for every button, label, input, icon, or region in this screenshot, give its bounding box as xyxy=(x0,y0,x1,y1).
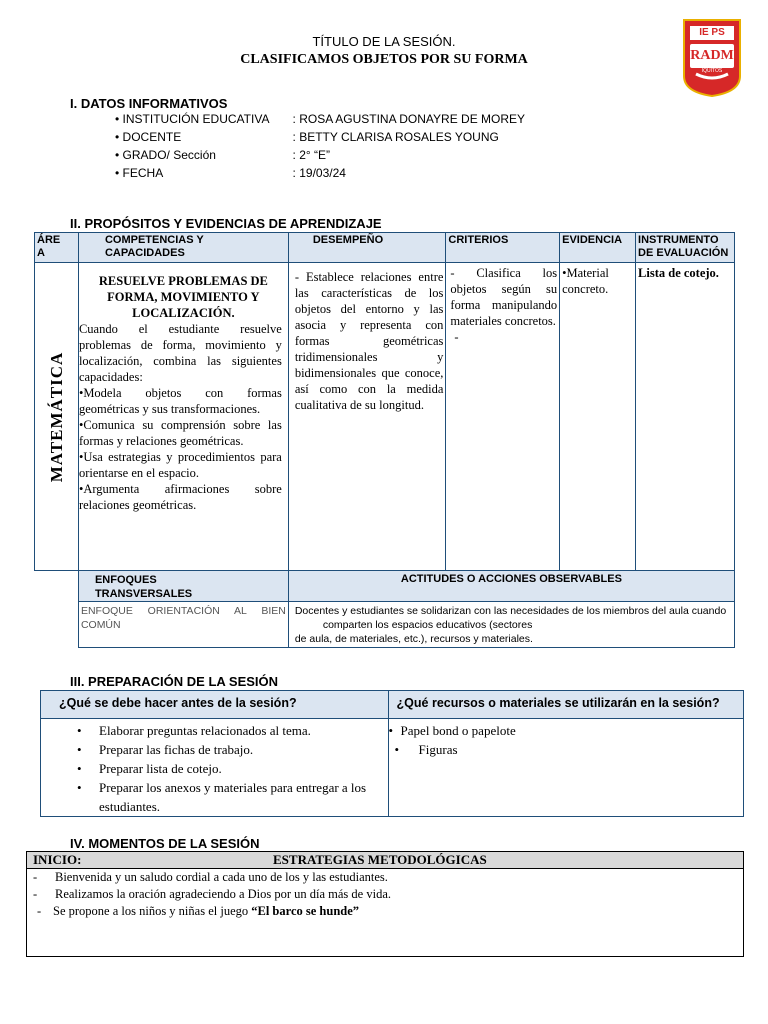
info-row-teacher: • DOCENTE : BETTY CLARISA ROSALES YOUNG xyxy=(115,130,499,144)
list-item: • Papel bond o papelote xyxy=(388,723,516,738)
enfoques-header: ENFOQUES TRANSVERSALES xyxy=(78,571,288,602)
area-cell xyxy=(35,263,79,571)
criterios-text: - Clasifica los objetos según su forma manipulando materiales concretos. xyxy=(450,266,558,328)
inicio-header xyxy=(27,852,744,869)
list-item: • Figuras xyxy=(394,742,458,757)
actitud-cell xyxy=(288,602,734,648)
info-label: FECHA xyxy=(122,166,164,180)
prep-col2-cell xyxy=(388,719,743,817)
actitud-line: comparten los espacios educativos (sectores xyxy=(322,619,533,631)
moment-line: - Se propone a los niños y niñas el juego “El barco se hunde” xyxy=(37,904,360,918)
section-2-heading: II. PROPÓSITOS Y EVIDENCIAS DE APRENDIZAJE xyxy=(70,216,382,231)
empty-cell xyxy=(35,602,79,648)
capacidad-item: •Modela objetos con formas geométricas y sus transformaciones. xyxy=(78,386,282,416)
info-value: : 19/03/24 xyxy=(292,166,346,180)
criterios-extra: - xyxy=(454,330,459,344)
info-label: INSTITUCIÓN EDUCATIVA xyxy=(122,112,270,126)
instrumento-text: Lista de cotejo. xyxy=(638,266,719,280)
header-evidencia: EVIDENCIA xyxy=(560,233,636,263)
logo-bottom-text: IQUITOS xyxy=(701,68,723,74)
list-item: • Preparar lista de cotejo. xyxy=(77,761,222,776)
school-logo xyxy=(682,18,742,98)
info-value: : ROSA AGUSTINA DONAYRE DE MOREY xyxy=(292,112,526,126)
purposes-table xyxy=(34,232,735,648)
prep-col2-header: ¿Qué recursos o materiales se utilizarán en la sesión? xyxy=(388,691,743,719)
estrategias-label: ESTRATEGIAS METODOLÓGICAS xyxy=(273,852,487,867)
actitud-line: de aula, de materiales, etc.), recursos y materiales. xyxy=(294,633,533,645)
session-title-label: TÍTULO DE LA SESIÓN. xyxy=(312,34,456,49)
enfoque-name: ENFOQUE ORIENTACIÓN AL BIEN COMÚN xyxy=(80,605,286,631)
empty-cell xyxy=(35,571,79,602)
session-title: CLASIFICAMOS OBJETOS POR SU FORMA xyxy=(240,52,528,67)
inicio-label: INICIO: xyxy=(33,852,82,867)
moment-line: - Bienvenida y un saludo cordial a cada uno de los y las estudiantes. xyxy=(33,870,388,884)
list-item: • Preparar las fichas de trabajo. xyxy=(77,742,254,757)
competencia-title: RESUELVE PROBLEMAS DE FORMA, MOVIMIENTO Y LOCALIZACIÓN. xyxy=(98,274,268,320)
info-value: : 2° “E” xyxy=(292,148,331,162)
list-item: • Elaborar preguntas relacionados al tema. xyxy=(77,723,311,738)
header-competencias: COMPETENCIAS Y CAPACIDADES xyxy=(78,233,288,263)
moment-line: - Realizamos la oración agradeciendo a Dios por un día más de vida. xyxy=(33,887,391,901)
info-value: : BETTY CLARISA ROSALES YOUNG xyxy=(292,130,499,144)
moments-table xyxy=(26,851,744,957)
list-item: • Preparar los anexos y materiales para entregar a los estudiantes. xyxy=(77,780,367,814)
area-name: MATEMÁTICA xyxy=(47,351,66,483)
section-1-heading: I. DATOS INFORMATIVOS xyxy=(70,96,228,111)
inicio-content xyxy=(27,869,744,957)
info-label: DOCENTE xyxy=(122,130,182,144)
info-row-grade: • GRADO/ Sección : 2° “E” xyxy=(115,148,331,162)
logo-main-text: RADM xyxy=(690,48,734,63)
game-name: “El barco se hunde” xyxy=(251,904,360,918)
actitudes-header: ACTITUDES O ACCIONES OBSERVABLES xyxy=(288,571,734,602)
logo-top-text: IE PS xyxy=(699,27,725,38)
preparation-table xyxy=(40,690,744,817)
instrumento-cell xyxy=(636,263,735,571)
section-3-heading: III. PREPARACIÓN DE LA SESIÓN xyxy=(70,674,279,689)
capacidad-item: •Usa estrategias y procedimientos para orientarse en el espacio. xyxy=(78,450,282,480)
actitud-line: Docentes y estudiantes se solidarizan con las necesidades de los miembros del aula cuando xyxy=(294,605,727,617)
header-criterios: CRITERIOS xyxy=(446,233,560,263)
evidencia-cell xyxy=(560,263,636,571)
enfoque-cell xyxy=(78,602,288,648)
competencia-intro: Cuando el estudiante resuelve problemas de forma, movimiento y localización, combina las siguientes capacidades: xyxy=(78,322,282,384)
criterios-cell xyxy=(446,263,560,571)
section-4-heading: IV. MOMENTOS DE LA SESIÓN xyxy=(70,836,260,851)
header-area: ÁRE A xyxy=(35,233,79,263)
prep-col1-cell xyxy=(41,719,389,817)
competencias-cell xyxy=(78,263,288,571)
capacidad-item: •Comunica su comprensión sobre las formas y relaciones geométricas. xyxy=(78,418,282,448)
prep-col1-header: ¿Qué se debe hacer antes de la sesión? xyxy=(41,691,389,719)
evidencia-text: •Material concreto. xyxy=(562,266,609,296)
header-desempeno: DESEMPEÑO xyxy=(288,233,446,263)
desempeno-cell xyxy=(288,263,446,571)
capacidad-item: •Argumenta afirmaciones sobre relaciones geométricas. xyxy=(78,482,282,512)
info-row-date: • FECHA : 19/03/24 xyxy=(115,166,346,180)
info-row-institution: • INSTITUCIÓN EDUCATIVA : ROSA AGUSTINA DONAYRE DE MOREY xyxy=(115,112,526,126)
desempeno-text: - Establece relaciones entre las características de los objetos del entorno y las asocia y representa con formas geométricas tridimensionales y bidimensionales que conoce, así como con la medida cualitativa de su longitud. xyxy=(294,270,444,412)
header-instrumento: INSTRUMENTO DE EVALUACIÓN xyxy=(636,233,735,263)
info-label: GRADO/ Sección xyxy=(122,148,216,162)
